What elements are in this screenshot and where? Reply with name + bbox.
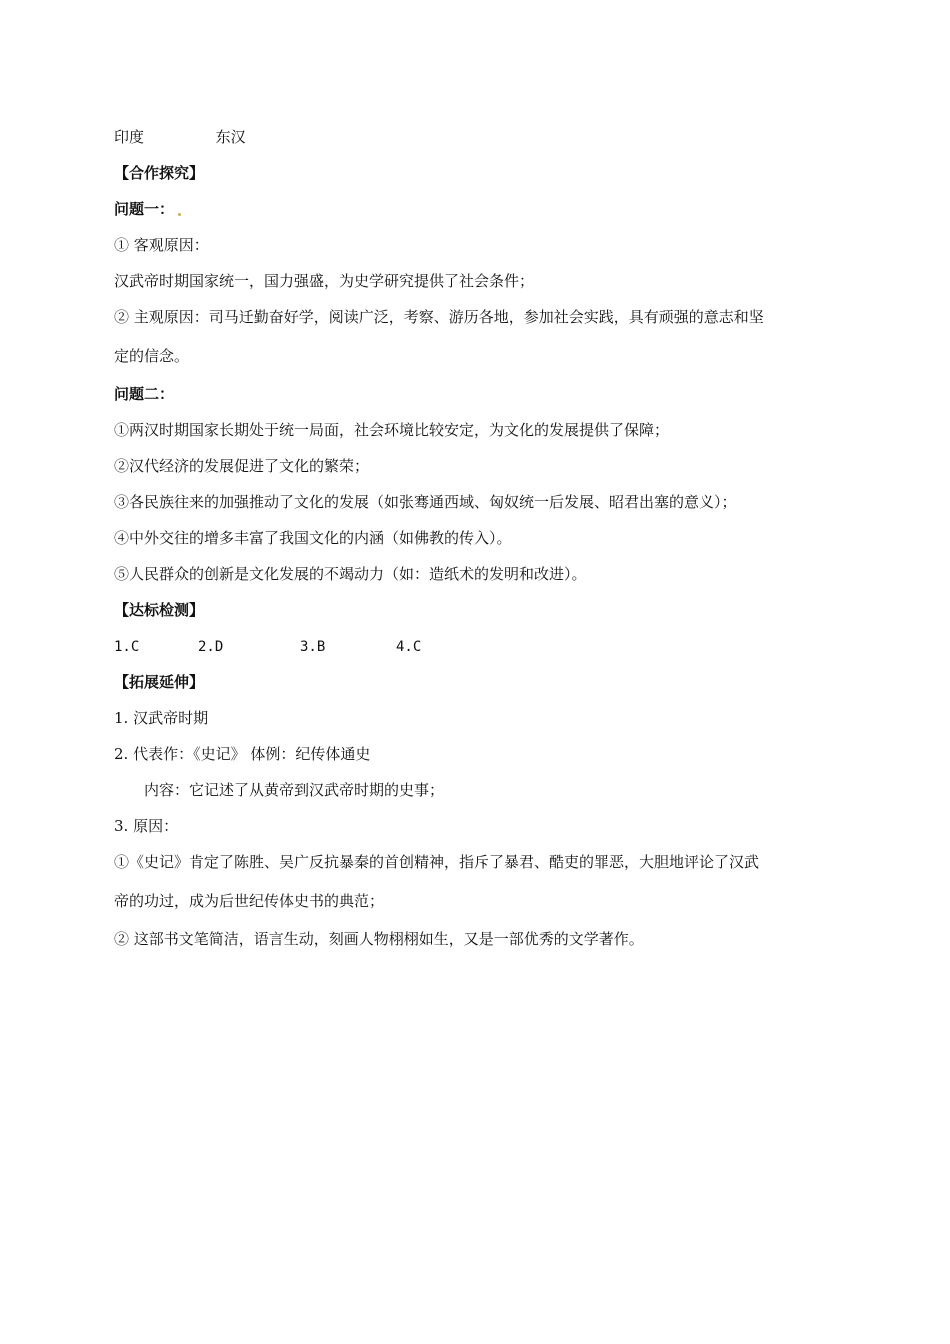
test-answers-row [114, 636, 421, 657]
reason-2: ② 这部书文笔简洁，语言生动，刻画人物栩栩如生，又是一部优秀的文学著作。 [114, 930, 644, 948]
test-answer-1: 1.C [114, 639, 140, 655]
test-answer-3: 3.B [300, 639, 326, 655]
prior-answer-1: 印度 [114, 128, 145, 146]
q2-item: ⑤人民群众的创新是文化发展的不竭动力（如：造纸术的发明和改进）。 [114, 565, 587, 583]
question-one-title: 问题一： [114, 199, 181, 219]
extension-item-2: 2. 代表作：《史记》 体例：纪传体通史 [114, 745, 371, 763]
prior-answer-2: 东汉 [215, 128, 246, 146]
question-two-title: 问题二： [114, 385, 175, 403]
reason-1-line1: ①《史记》肯定了陈胜、吴广反抗暴秦的首创精神，指斥了暴君、酷吏的罪恶，大胆地评论了汉武 [114, 853, 760, 871]
section-heading-cooperation: 【合作探究】 [114, 164, 205, 182]
section-heading-test: 【达标检测】 [114, 601, 205, 619]
q1-objective-text: 汉武帝时期国家统一，国力强盛，为史学研究提供了社会条件； [114, 272, 535, 290]
q1-subjective-line1: ② 主观原因：司马迁勤奋好学，阅读广泛，考察、游历各地，参加社会实践，具有顽强的意志和坚 [114, 308, 764, 326]
extension-item-3: 3. 原因： [114, 817, 179, 835]
q1-objective-label: ① 客观原因： [114, 236, 209, 254]
extension-item-1: 1. 汉武帝时期 [114, 709, 209, 727]
extension-item-2-content: 内容：它记述了从黄帝到汉武帝时期的史事； [144, 781, 445, 799]
q2-item: ①两汉时期国家长期处于统一局面，社会环境比较安定，为文化的发展提供了保障； [114, 421, 670, 439]
q2-item: ③各民族往来的加强推动了文化的发展（如张骞通西域、匈奴统一后发展、昭君出塞的意义）； [114, 493, 737, 511]
test-answer-4: 4.C [396, 639, 422, 655]
q2-item: ④中外交往的增多丰富了我国文化的内涵（如佛教的传入）。 [114, 529, 512, 547]
section-heading-extension: 【拓展延伸】 [114, 673, 205, 691]
q2-item: ②汉代经济的发展促进了文化的繁荣； [114, 457, 370, 475]
test-answer-2: 2.D [198, 639, 224, 655]
q1-subjective-line2: 定的信念。 [114, 347, 190, 365]
marker-dot [178, 213, 181, 216]
reason-1-line2: 帝的功过，成为后世纪传体史书的典范； [114, 892, 385, 910]
prior-answers-row [114, 127, 246, 147]
